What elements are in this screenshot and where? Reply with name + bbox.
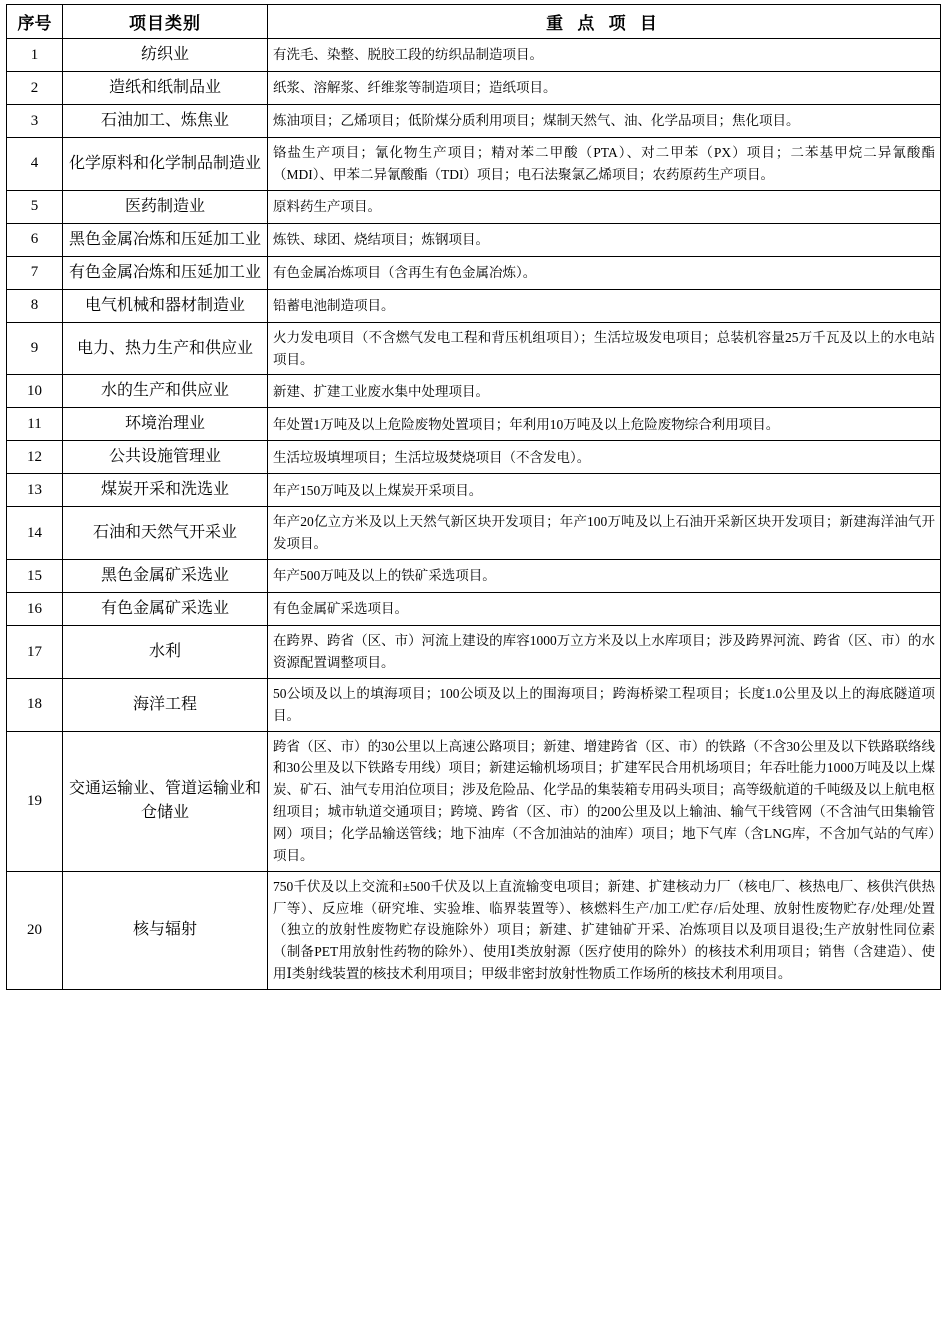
cell-category: 石油加工、炼焦业 xyxy=(63,105,268,138)
cell-category: 环境治理业 xyxy=(63,408,268,441)
cell-category: 有色金属冶炼和压延加工业 xyxy=(63,256,268,289)
cell-projects: 年产150万吨及以上煤炭开采项目。 xyxy=(268,474,941,507)
table-row xyxy=(7,731,941,871)
cell-index: 8 xyxy=(7,289,63,322)
table-row xyxy=(7,39,941,72)
column-header-category: 项目类别 xyxy=(63,5,268,39)
cell-projects: 跨省（区、市）的30公里以上高速公路项目；新建、增建跨省（区、市）的铁路（不含30公里及以下铁路联络线和30公里及以下铁路专用线）项目；新建运输机场项目；扩建军民合用机场项目；年吞吐能力1000万吨及以上煤炭、矿石、油气专用泊位项目；涉及危险品、化学品的集装箱专用码头项目；高等级航道的千吨级及以上航电枢纽项目；城市轨道交通项目；跨境、跨省（区、市）的200公里及以上输油、输气干线管网（不含油气田集输管网）项目；化学品输送管线；地下油库（不含加油站的油库）项目；地下气库（含LNG库，不含加气站的气库）项目。 xyxy=(268,731,941,871)
cell-index: 1 xyxy=(7,39,63,72)
column-header-projects: 重 点 项 目 xyxy=(268,5,941,39)
cell-index: 4 xyxy=(7,138,63,191)
cell-index: 17 xyxy=(7,626,63,679)
table-row xyxy=(7,322,941,375)
table-row xyxy=(7,408,941,441)
cell-projects: 铬盐生产项目；氰化物生产项目；精对苯二甲酸（PTA）、对二甲苯（PX）项目；二苯基甲烷二异氰酸酯（MDI）、甲苯二异氰酸酯（TDI）项目；电石法聚氯乙烯项目；农药原药生产项目。 xyxy=(268,138,941,191)
cell-category: 电气机械和器材制造业 xyxy=(63,289,268,322)
table-row xyxy=(7,223,941,256)
table-row xyxy=(7,190,941,223)
cell-projects: 纸浆、溶解浆、纤维浆等制造项目；造纸项目。 xyxy=(268,72,941,105)
table-head xyxy=(7,5,941,39)
cell-category: 电力、热力生产和供应业 xyxy=(63,322,268,375)
column-header-index: 序号 xyxy=(7,5,63,39)
cell-category: 交通运输业、管道运输业和仓储业 xyxy=(63,731,268,871)
table-row xyxy=(7,375,941,408)
cell-index: 7 xyxy=(7,256,63,289)
table-row xyxy=(7,474,941,507)
cell-projects: 新建、扩建工业废水集中处理项目。 xyxy=(268,375,941,408)
table-row xyxy=(7,289,941,322)
cell-index: 6 xyxy=(7,223,63,256)
cell-projects: 有洗毛、染整、脱胶工段的纺织品制造项目。 xyxy=(268,39,941,72)
table-row xyxy=(7,105,941,138)
table-row xyxy=(7,871,941,989)
cell-category: 医药制造业 xyxy=(63,190,268,223)
cell-projects: 原料药生产项目。 xyxy=(268,190,941,223)
table-row xyxy=(7,256,941,289)
table-header-row xyxy=(7,5,941,39)
cell-category: 造纸和纸制品业 xyxy=(63,72,268,105)
cell-category: 煤炭开采和洗选业 xyxy=(63,474,268,507)
cell-category: 黑色金属冶炼和压延加工业 xyxy=(63,223,268,256)
cell-category: 核与辐射 xyxy=(63,871,268,989)
cell-projects: 有色金属矿采选项目。 xyxy=(268,593,941,626)
table-row xyxy=(7,72,941,105)
cell-category: 化学原料和化学制品制造业 xyxy=(63,138,268,191)
table-body xyxy=(7,39,941,990)
cell-index: 9 xyxy=(7,322,63,375)
cell-category: 公共设施管理业 xyxy=(63,441,268,474)
cell-index: 10 xyxy=(7,375,63,408)
table-row xyxy=(7,678,941,731)
cell-projects: 有色金属冶炼项目（含再生有色金属冶炼）。 xyxy=(268,256,941,289)
cell-index: 20 xyxy=(7,871,63,989)
cell-index: 3 xyxy=(7,105,63,138)
cell-category: 石油和天然气开采业 xyxy=(63,507,268,560)
cell-projects: 年产20亿立方米及以上天然气新区块开发项目；年产100万吨及以上石油开采新区块开发项目；新建海洋油气开发项目。 xyxy=(268,507,941,560)
cell-category: 水利 xyxy=(63,626,268,679)
cell-index: 15 xyxy=(7,560,63,593)
cell-projects: 年产500万吨及以上的铁矿采选项目。 xyxy=(268,560,941,593)
table-row xyxy=(7,626,941,679)
cell-index: 18 xyxy=(7,678,63,731)
cell-category: 纺织业 xyxy=(63,39,268,72)
cell-projects: 火力发电项目（不含燃气发电工程和背压机组项目）；生活垃圾发电项目；总装机容量25万千瓦及以上的水电站项目。 xyxy=(268,322,941,375)
cell-category: 水的生产和供应业 xyxy=(63,375,268,408)
table-row xyxy=(7,507,941,560)
table-row xyxy=(7,560,941,593)
cell-projects: 在跨界、跨省（区、市）河流上建设的库容1000万立方米及以上水库项目；涉及跨界河流、跨省（区、市）的水资源配置调整项目。 xyxy=(268,626,941,679)
cell-index: 11 xyxy=(7,408,63,441)
table-row xyxy=(7,593,941,626)
cell-index: 14 xyxy=(7,507,63,560)
table-row xyxy=(7,441,941,474)
cell-projects: 生活垃圾填埋项目；生活垃圾焚烧项目（不含发电）。 xyxy=(268,441,941,474)
cell-projects: 年处置1万吨及以上危险废物处置项目；年利用10万吨及以上危险废物综合利用项目。 xyxy=(268,408,941,441)
table-row xyxy=(7,138,941,191)
cell-projects: 50公顷及以上的填海项目；100公顷及以上的围海项目；跨海桥梁工程项目；长度1.0公里及以上的海底隧道项目。 xyxy=(268,678,941,731)
cell-index: 2 xyxy=(7,72,63,105)
cell-projects: 炼油项目；乙烯项目；低阶煤分质利用项目；煤制天然气、油、化学品项目；焦化项目。 xyxy=(268,105,941,138)
cell-category: 有色金属矿采选业 xyxy=(63,593,268,626)
key-projects-table xyxy=(6,4,941,990)
cell-index: 19 xyxy=(7,731,63,871)
cell-index: 16 xyxy=(7,593,63,626)
cell-category: 海洋工程 xyxy=(63,678,268,731)
cell-index: 13 xyxy=(7,474,63,507)
cell-category: 黑色金属矿采选业 xyxy=(63,560,268,593)
cell-projects: 炼铁、球团、烧结项目；炼钢项目。 xyxy=(268,223,941,256)
cell-projects: 铅蓄电池制造项目。 xyxy=(268,289,941,322)
cell-index: 12 xyxy=(7,441,63,474)
cell-index: 5 xyxy=(7,190,63,223)
cell-projects: 750千伏及以上交流和±500千伏及以上直流输变电项目；新建、扩建核动力厂（核电厂、核热电厂、核供汽供热厂等）、反应堆（研究堆、实验堆、临界装置等）、核燃料生产/加工/贮存/后处理、放射性废物贮存/处理/处置（独立的放射性废物贮存设施除外）项目；新建、扩建铀矿开采、冶炼项目以及项目退役;生产放射性同位素（制备PET用放射性药物的除外）、使用Ⅰ类放射源（医疗使用的除外）的核技术利用项目；销售（含建造）、使用Ⅰ类射线装置的核技术利用项目；甲级非密封放射性物质工作场所的核技术利用项目。 xyxy=(268,871,941,989)
